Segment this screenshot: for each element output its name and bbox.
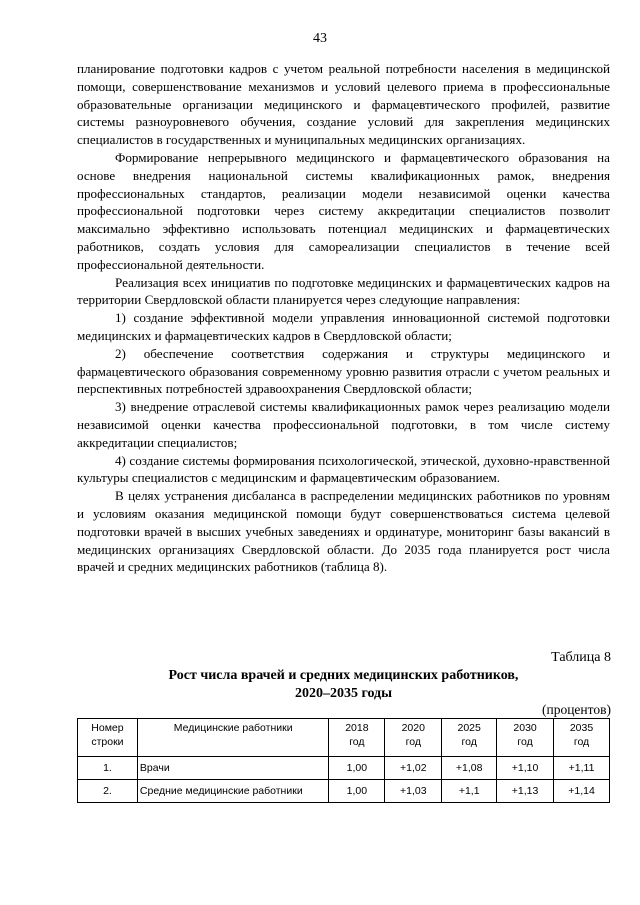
cell-value: +1,02 [385, 757, 442, 780]
header-year-2030: 2030 год [497, 719, 554, 757]
table-label: Таблица 8 [551, 650, 611, 665]
cell-value: +1,13 [497, 780, 554, 803]
table-units: (процентов) [541, 702, 611, 717]
table-title-line: 2020–2035 годы [294, 686, 393, 701]
header-row-number: Номер строки [78, 719, 138, 757]
cell-value: 1,00 [329, 780, 385, 803]
list-item: 4) создание системы формирования психологической, этической, духовно-нравственной культуры специалистов с медицинским и фармацевтическим образованием. [77, 452, 610, 486]
paragraph: планирование подготовки кадров с учетом реальной потребности населения в медицинской помощи, совершенствование механизмов и условий целевого приема в профессиональные образовательные организации медицинского и фармацевтического профилей, развитие системы разноуровневого обучения, создание условий для закрепления медицинских специалистов в государственных и муниципальных медицинских организациях. [77, 61, 610, 148]
paragraph: В целях устранения дисбаланса в распределении медицинских работников по уровням и условиям оказания медицинской помощи будут совершенствоваться система целевой подготовки врачей в высших учебных заведениях и ординатуре, мониторинг базы вакансий в медицинских организациях Свердловской области. До 2035 года планируется рост числа врачей и средних медицинских работников (таблица 8). [77, 488, 610, 575]
header-year-2035: 2035 год [554, 719, 610, 757]
cell-worker-name: Врачи [137, 757, 329, 780]
cell-value: +1,11 [554, 757, 610, 780]
cell-row-number: 2. [78, 780, 138, 803]
cell-worker-name: Средние медицинские работники [137, 780, 329, 803]
body-text [77, 60, 610, 576]
cell-value: +1,10 [497, 757, 554, 780]
cell-value: +1,14 [554, 780, 610, 803]
cell-value: 1,00 [329, 757, 385, 780]
paragraph: Формирование непрерывного медицинского и фармацевтического образования на основе внедрения национальной системы квалификационных рамок, внедрения профессиональных стандартов, реализации модели независимой оценки качества профессиональной подготовки через систему аккредитации специалистов позволит максимально эффективно использовать потенциал медицинских и фармацевтических работников, создать условия для самореализации специалистов в течение всей профессиональной деятельности. [77, 149, 610, 272]
list-item: 2) обеспечение соответствия содержания и структуры медицинского и фармацевтического образования современному уровню развития отрасли с учетом реальных и перспективных потребностей здравоохранения Свердловской области; [77, 345, 610, 397]
cell-value: +1,03 [385, 780, 442, 803]
header-year-2020: 2020 год [385, 719, 442, 757]
header-workers: Медицинские работники [137, 719, 329, 757]
table-title [77, 667, 610, 703]
table-row [78, 757, 610, 780]
list-item: 3) внедрение отраслевой системы квалификационных рамок через реализацию модели независимой оценки качества профессиональной подготовки, в том числе систему аккредитации специалистов; [77, 399, 610, 450]
page-number: 43 [313, 31, 327, 46]
list-item: 1) создание эффективной модели управления инновационной системой подготовки медицинских и фармацевтических кадров в Свердловской области; [77, 310, 610, 343]
table-row [78, 780, 610, 803]
header-year-2025: 2025 год [442, 719, 497, 757]
data-table [77, 718, 610, 803]
table-header-row [78, 719, 610, 757]
cell-value: +1,1 [442, 780, 497, 803]
table-title-line: Рост числа врачей и средних медицинских работников, [168, 668, 519, 683]
cell-row-number: 1. [78, 757, 138, 780]
header-year-2018: 2018 год [329, 719, 385, 757]
paragraph: Реализация всех инициатив по подготовке медицинских и фармацевтических кадров на территории Свердловской области планируется через следующие направления: [77, 274, 610, 308]
cell-value: +1,08 [442, 757, 497, 780]
